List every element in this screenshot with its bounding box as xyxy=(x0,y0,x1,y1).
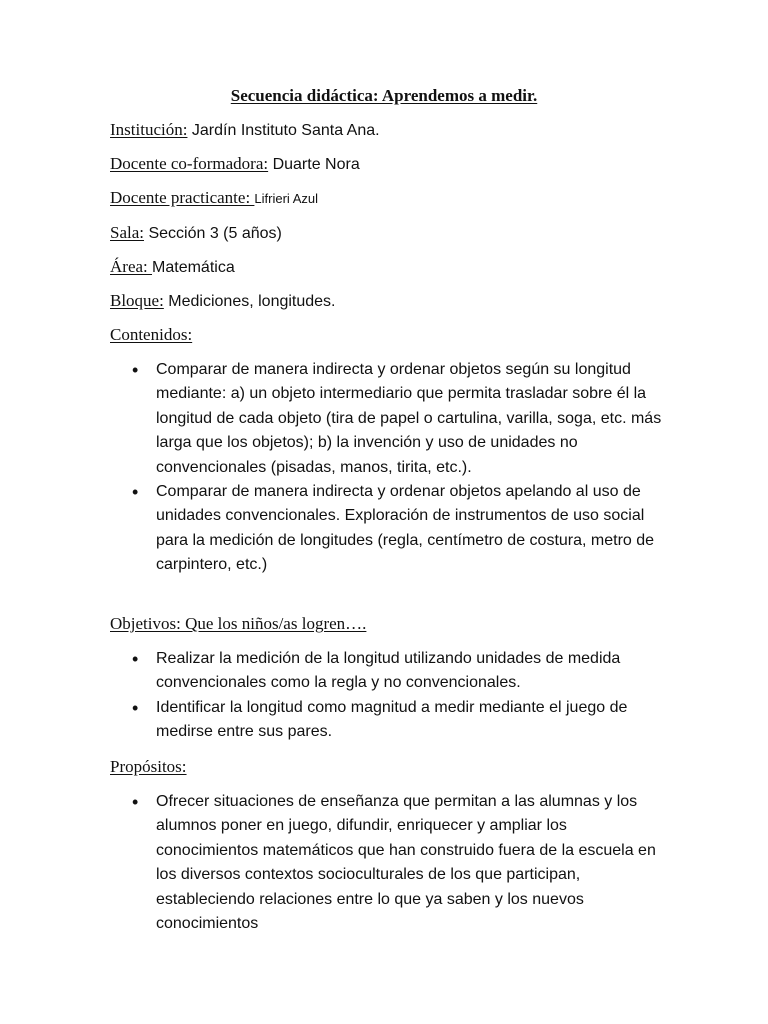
field-value: Matemática xyxy=(152,259,235,276)
field-label: Docente practicante: xyxy=(110,188,255,207)
field-value: Sección 3 (5 años) xyxy=(144,225,282,242)
field-label: Institución: xyxy=(110,120,188,139)
list-item: • Comparar de manera indirecta y ordenar objetos apelando al uso de unidades convencionales. Exploración de instrumentos de uso social para la medición de longitudes (regla, centímetro de costura, metro de carpintero, etc.) xyxy=(110,480,670,578)
heading-propositos: Propósitos: xyxy=(110,757,187,776)
list-propositos xyxy=(110,790,670,936)
field-area xyxy=(110,257,235,277)
list-item: • Comparar de manera indirecta y ordenar objetos según su longitud mediante: a) un objeto intermediario que permita trasladar sobre él la longitud de cada objeto (tira de papel o cartulina, varilla, soga, etc. más larga que los objetos); b) la invención y uso de unidades no convencionales (pisadas, manos, tirita, etc.). xyxy=(110,358,670,480)
document-title: Secuencia didáctica: Aprendemos a medir. xyxy=(230,86,538,105)
field-sala xyxy=(110,223,282,243)
list-contenidos xyxy=(110,358,670,578)
field-label: Docente co-formadora: xyxy=(110,154,269,173)
field-value: Mediciones, longitudes. xyxy=(163,293,336,310)
field-label: Área: xyxy=(110,257,153,276)
list-objetivos xyxy=(110,647,670,745)
list-item: • Ofrecer situaciones de enseñanza que permitan a las alumnas y los alumnos poner en juego, difundir, enriquecer y ampliar los conocimientos matemáticos que han construido fuera de la escuela en los diversos contextos socioculturales de los que participan, estableciendo relaciones entre lo que ya saben y los nuevos conocimientos xyxy=(110,790,670,936)
field-label: Bloque: xyxy=(110,291,164,310)
field-value: Lifrieri Azul xyxy=(254,191,318,206)
field-institucion xyxy=(110,120,380,140)
field-value: Duarte Nora xyxy=(268,156,360,173)
list-item: • Realizar la medición de la longitud utilizando unidades de medida convencionales como la regla y no convencionales. xyxy=(110,647,670,696)
field-coformadora xyxy=(110,154,360,174)
field-label: Sala: xyxy=(110,223,144,242)
field-value: Jardín Instituto Santa Ana. xyxy=(187,122,380,139)
heading-objetivos: Objetivos: Que los niños/as logren…. xyxy=(110,614,367,633)
list-item: • Identificar la longitud como magnitud a medir mediante el juego de medirse entre sus pares. xyxy=(110,696,670,745)
heading-contenidos: Contenidos: xyxy=(110,325,193,344)
field-bloque xyxy=(110,291,336,311)
field-practicante xyxy=(110,188,318,208)
